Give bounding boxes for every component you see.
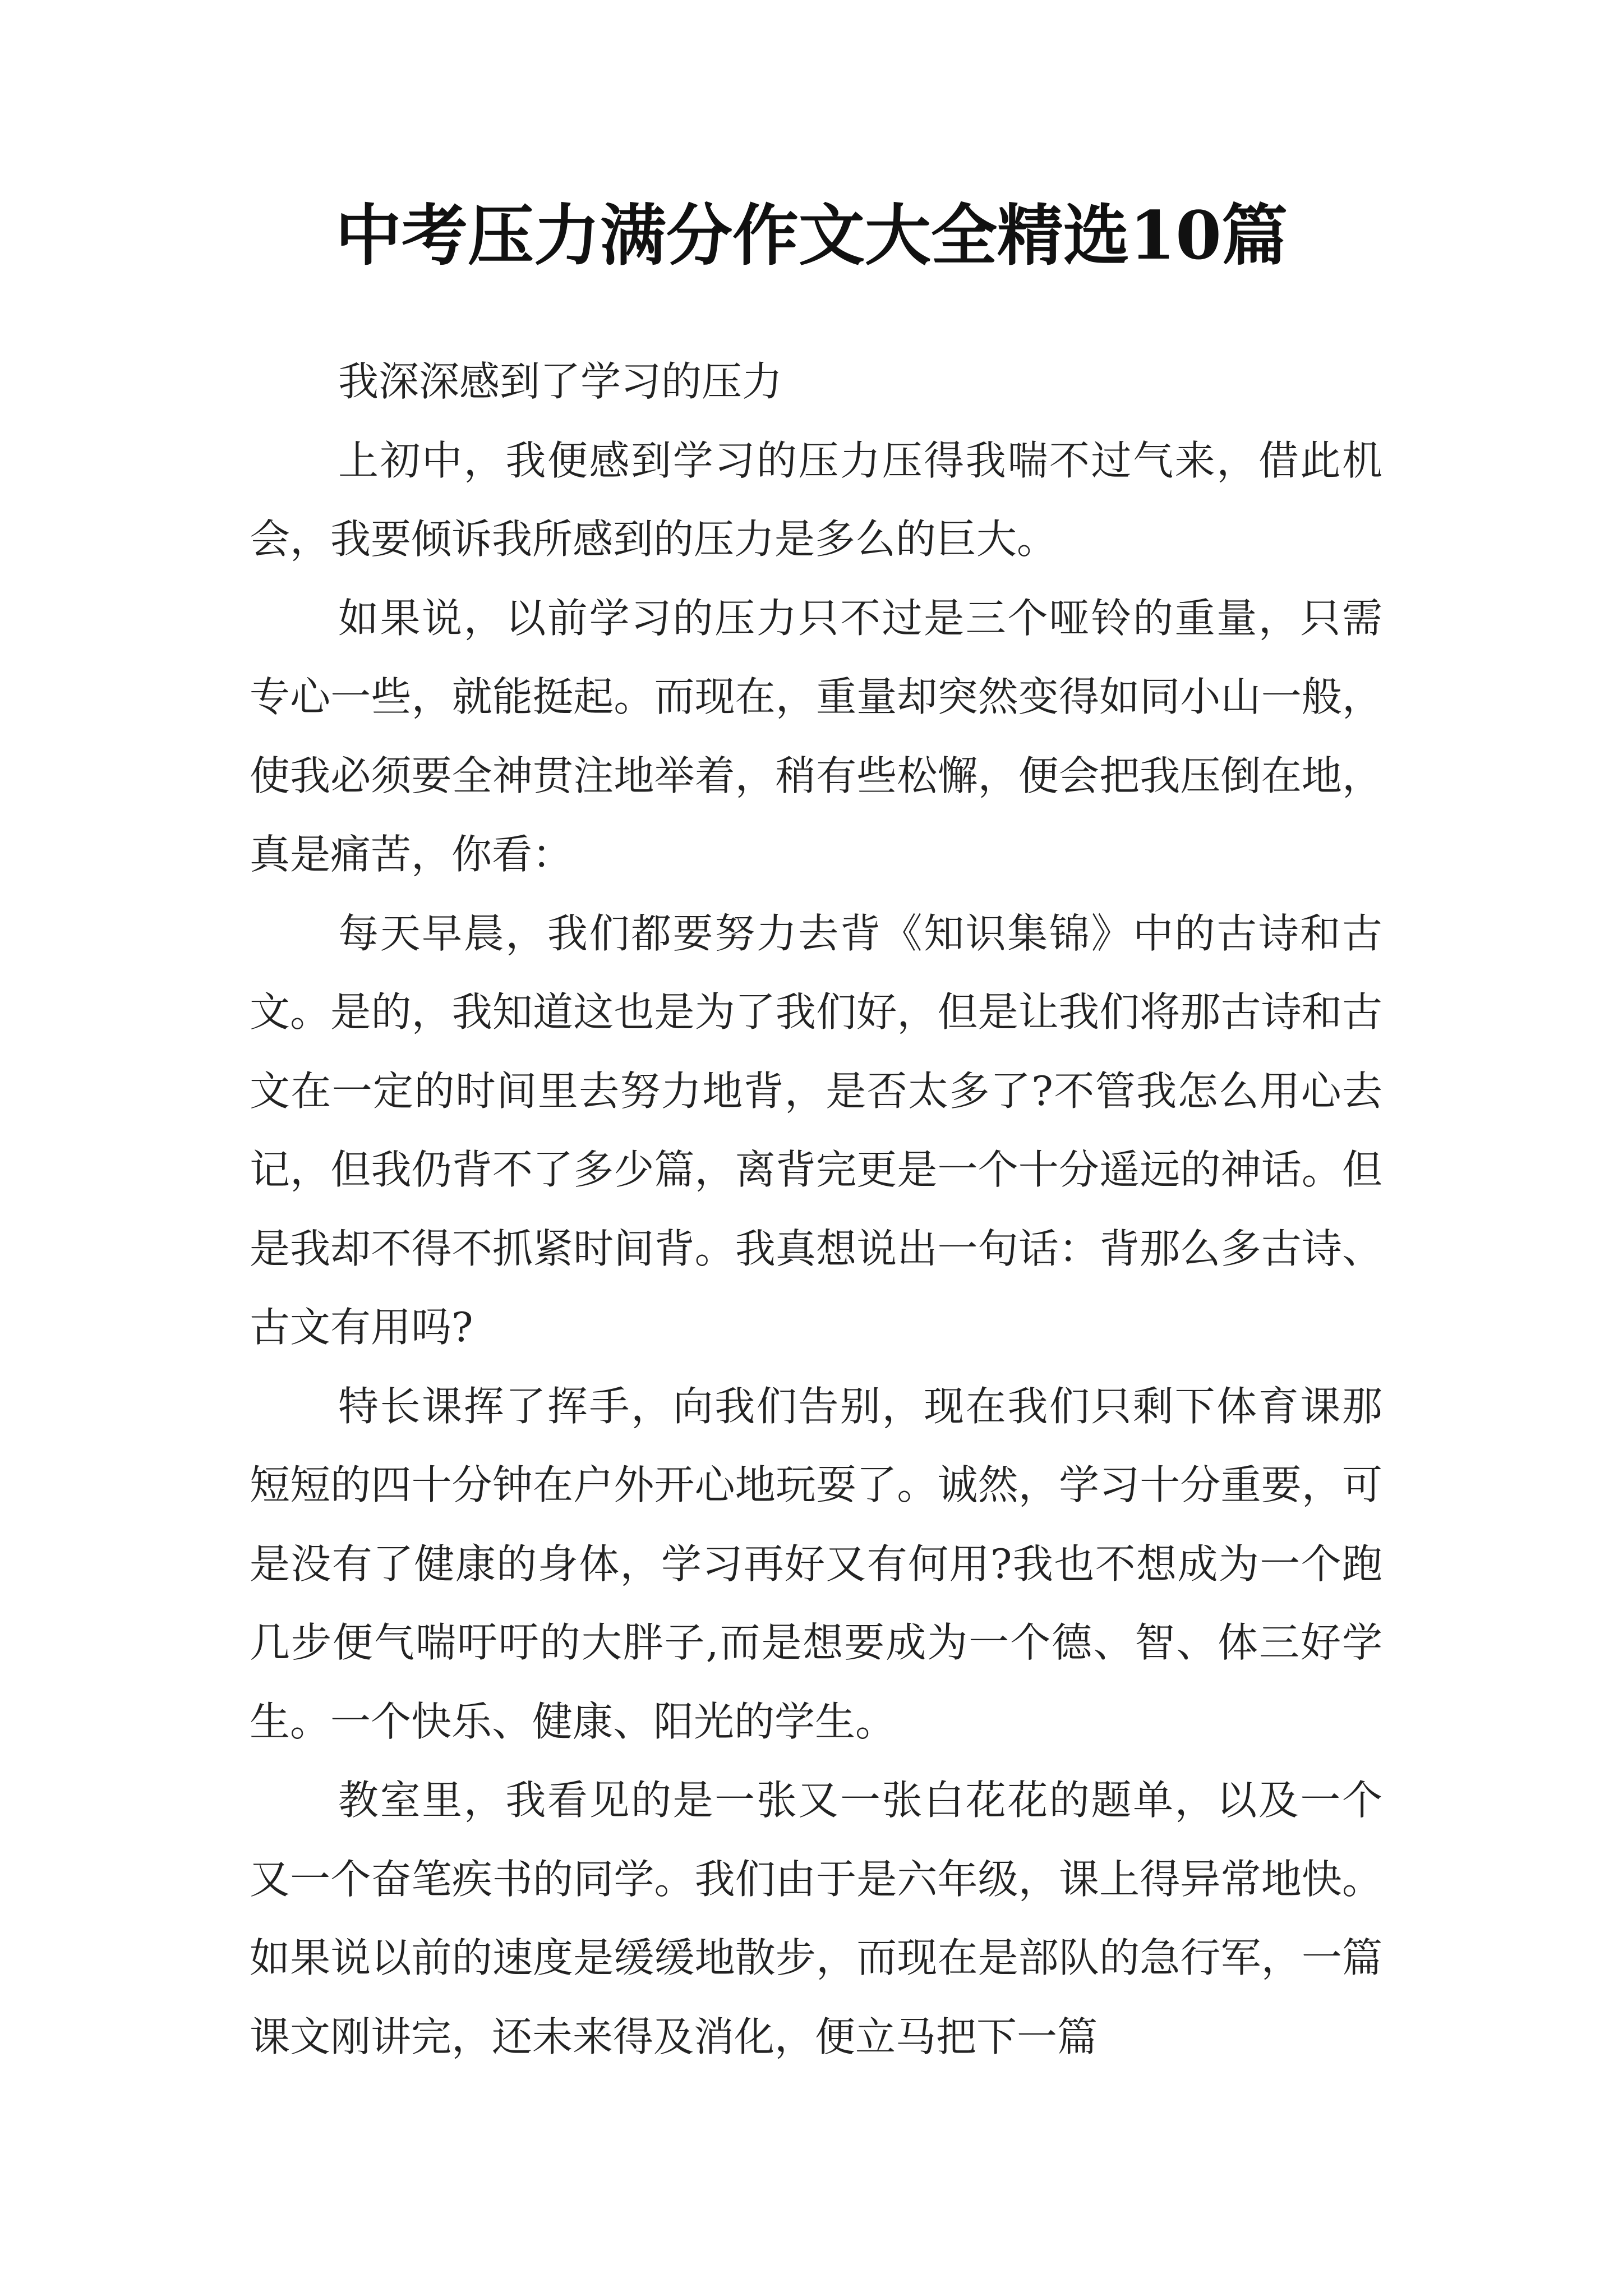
document-title: 中考压力满分作文大全精选10篇: [335, 196, 1288, 274]
paragraph: 如果说，以前学习的压力只不过是三个哑铃的重量，只需专心一些，就能挺起。而现在，重量却突然变得如同小山一般，使我必须要全神贯注地举着，稍有些松懈，便会把我压倒在地，真是痛苦，你看：: [250, 594, 1382, 878]
paragraph: 每天早晨，我们都要努力去背《知识集锦》中的古诗和古文。是的，我知道这也是为了我们好，但是让我们将那古诗和古文在一定的时间里去努力地背，是否太多了?不管我怎么用心去记，但我仍背不了多少篇，离背完更是一个十分遥远的神话。但是我却不得不抓紧时间背。我真想说出一句话：背那么多古诗、古文有用吗?: [250, 909, 1382, 1351]
paragraph: 上初中，我便感到学习的压力压得我喘不过气来，借此机会，我要倾诉我所感到的压力是多么的巨大。: [250, 436, 1382, 563]
paragraph-subtitle: 我深深感到了学习的压力: [338, 358, 783, 405]
document-body: [250, 342, 1382, 2076]
paragraph: 特长课挥了挥手，向我们告别，现在我们只剩下体育课那短短的四十分钟在户外开心地玩耍了。诚然，学习十分重要，可是没有了健康的身体，学习再好又有何用?我也不想成为一个跑几步便气喘吁吁的大胖子,而是想要成为一个德、智、体三好学生。一个快乐、健康、阳光的学生。: [250, 1382, 1382, 1745]
paragraph: 教室里，我看见的是一张又一张白花花的题单，以及一个又一个奋笔疾书的同学。我们由于是六年级，课上得异常地快。如果说以前的速度是缓缓地散步，而现在是部队的急行军，一篇课文刚讲完，还未来得及消化，便立马把下一篇: [250, 1777, 1382, 2060]
